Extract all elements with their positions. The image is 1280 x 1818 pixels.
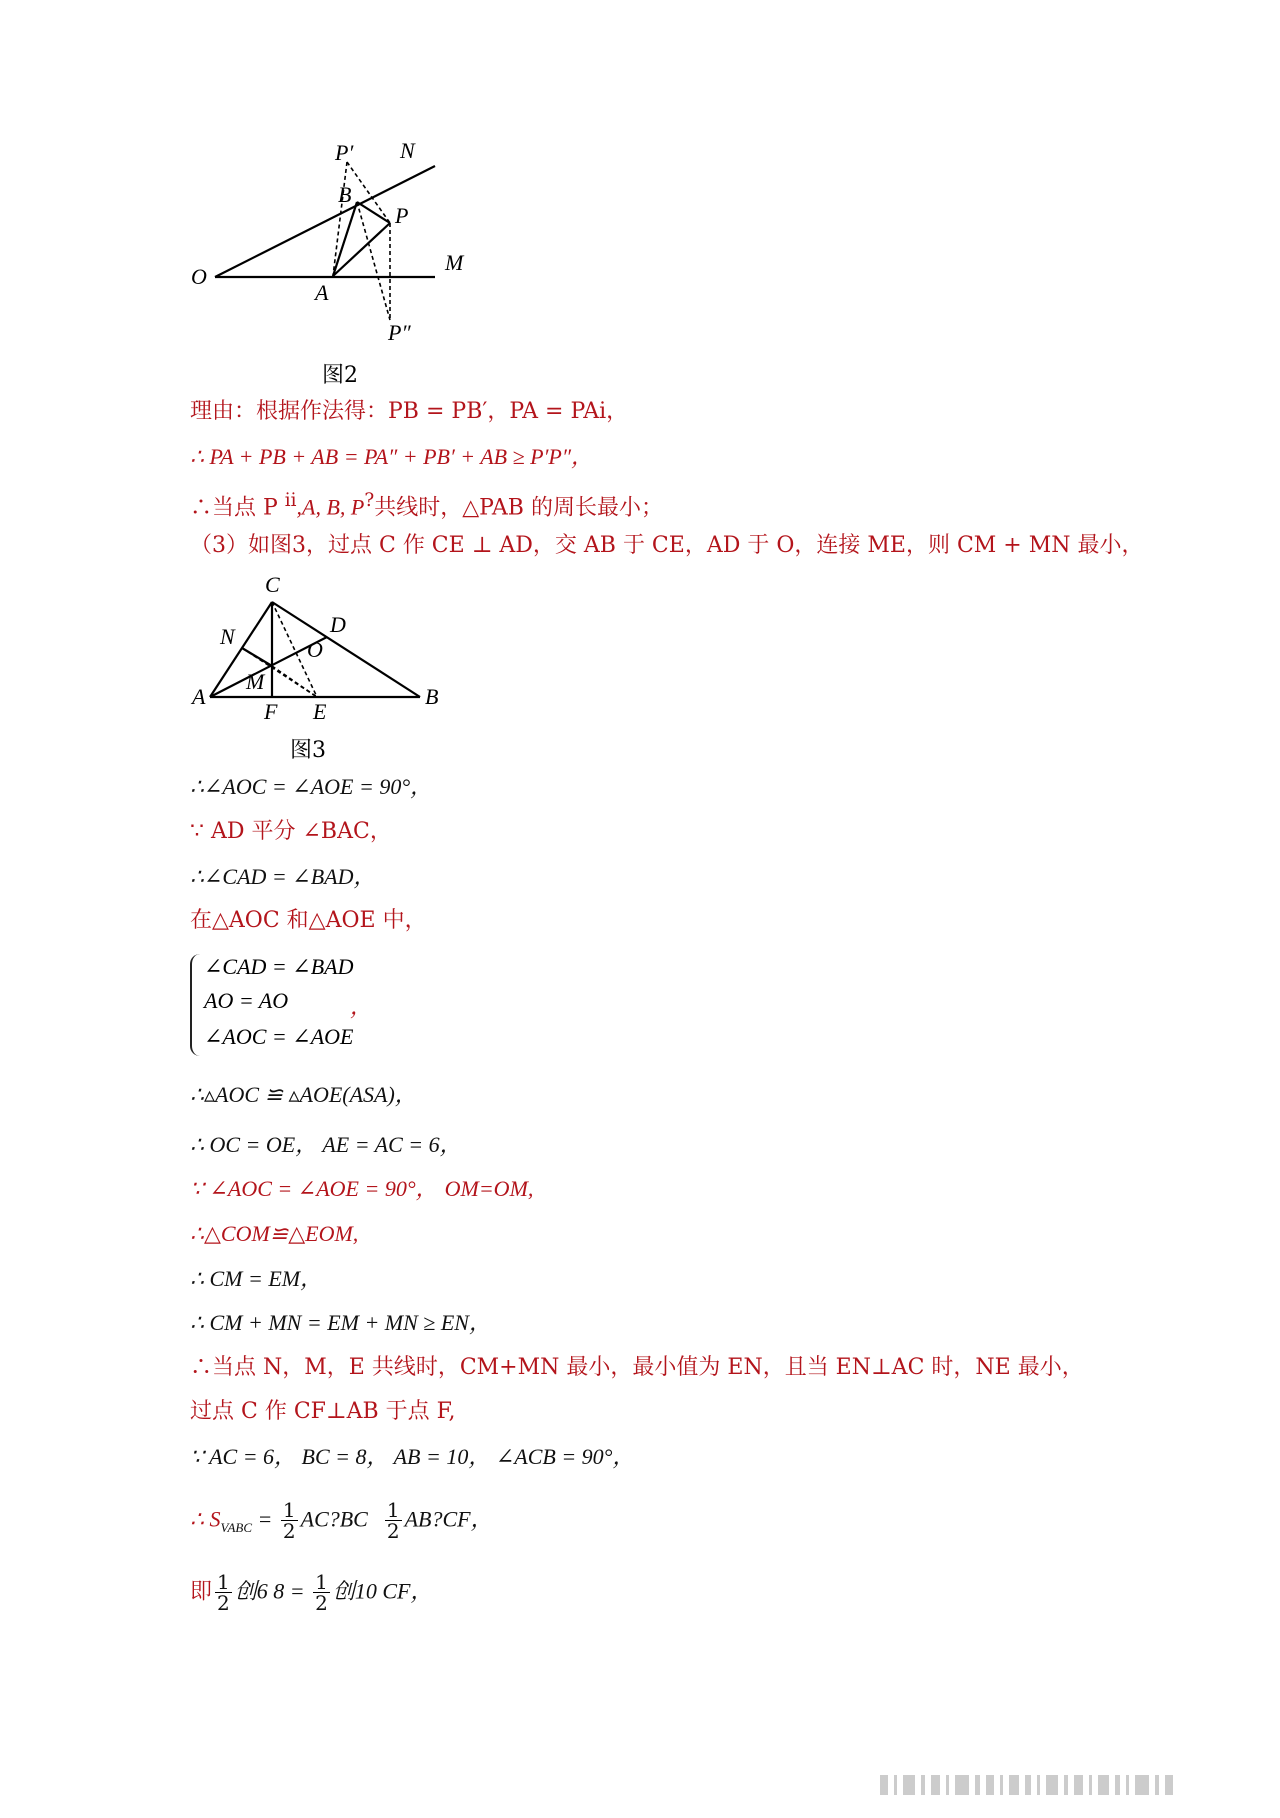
collinear-q: ? <box>364 490 375 511</box>
proof-line-2-text: ∵ AD 平分 ∠BAC， <box>190 819 392 844</box>
proof-line-13: ∵ AC = 6， BC = 8， AB = 10， ∠ACB = 90°， <box>190 1444 635 1469</box>
area-sub: VABC <box>220 1519 253 1535</box>
area-abcf: AB?CF， <box>404 1506 493 1532</box>
figure-3 <box>190 572 450 722</box>
label-b-3: B <box>425 684 439 709</box>
label-p: P <box>395 203 409 228</box>
fraction-half-4: $\frac{1}{2}$ <box>315 1570 328 1615</box>
area-acbc: AC?BC <box>300 1506 368 1532</box>
proof-line-2 <box>190 818 392 846</box>
proof-line-5: ∴▵AOC ≌ ▵AOE(ASA)， <box>190 1082 417 1107</box>
part3-text: （3）如图3，过点 C 作 CE ⊥ AD，交 AB 于 CE，AD 于 O，连接 ME，则 CM + MN 最小， <box>190 533 1144 558</box>
proof-line-6: ∴ OC = OE， AE = AC = 6， <box>190 1132 462 1157</box>
proof-line-9: ∴ CM = EM， <box>190 1266 323 1291</box>
collinear-a: ∴当点 P <box>190 495 285 521</box>
label-p-prime: P′ <box>335 140 354 165</box>
dashed-me <box>272 666 317 697</box>
label-p-double: P″ <box>388 320 411 345</box>
label-o: O <box>191 264 207 289</box>
proof-line-4: 在△AOC 和△AOE 中， <box>190 908 427 933</box>
system-row-2: AO = AO <box>204 988 289 1013</box>
proof-line-3: ∴∠CAD = ∠BAD， <box>190 864 376 889</box>
watermark-barcode <box>880 1775 1255 1797</box>
figure-3-caption: 图3 <box>290 738 326 763</box>
figure-2 <box>185 140 485 350</box>
proof-line-11: ∴当点 N，M，E 共线时，CM+MN 最小，最小值为 EN，且当 EN⊥AC 时，NE 最小， <box>190 1355 1084 1380</box>
reason-text: 理由：根据作法得：PB = PB′，PA = PA <box>190 399 600 424</box>
label-n: N <box>400 140 415 163</box>
sum-text: ∴ PA + PB + AB = PA″ + PB′ + AB ≥ P′P″， <box>190 444 594 469</box>
reason-line <box>190 398 628 426</box>
system-row-1: ∠CAD = ∠BAD <box>204 954 354 979</box>
area-line <box>190 1500 493 1542</box>
label-a: A <box>315 280 329 305</box>
proof-line-7 <box>190 1175 533 1204</box>
figure-2-diagram <box>185 140 485 350</box>
label-m-3: M <box>246 669 265 694</box>
sum-line <box>190 443 593 472</box>
figure-2-caption: 图2 <box>322 363 358 388</box>
reason-tail: ⅰ， <box>599 399 629 424</box>
system-comma: ， <box>350 994 373 1019</box>
collinear-line <box>190 487 663 522</box>
area-eq: = <box>252 1506 278 1532</box>
fraction-half-1: $\frac{1}{2}$ <box>282 1498 296 1543</box>
label-m: M <box>445 250 464 275</box>
figure-3-diagram <box>190 572 450 722</box>
part3-line <box>190 532 1144 560</box>
collinear-end: 共线时，△PAB 的周长最小； <box>374 495 663 521</box>
label-f: F <box>264 699 278 722</box>
area-prefix: ∴ S <box>190 1506 221 1532</box>
proof-line-7a: ∵ ∠AOC = ∠AOE = 90°， <box>190 1176 438 1201</box>
system-row-3: ∠AOC = ∠AOE <box>204 1024 354 1049</box>
namely-mid: 创6 8 = <box>234 1578 311 1604</box>
label-n-3: N <box>220 624 235 649</box>
namely-line <box>190 1572 432 1613</box>
fraction-half-3: $\frac{1}{2}$ <box>217 1570 230 1615</box>
proof-line-7b: OM=OM, <box>444 1176 534 1201</box>
segment-bp <box>357 202 390 223</box>
label-e: E <box>313 699 327 722</box>
label-d: D <box>330 612 346 637</box>
label-a-3: A <box>192 684 206 709</box>
left-brace <box>190 954 202 1056</box>
namely-prefix: 即 <box>190 1579 213 1605</box>
namely-end: 创10 CF， <box>332 1578 433 1604</box>
proof-line-1: ∴∠AOC = ∠AOE = 90°， <box>190 774 433 799</box>
collinear-b: ,A, B, P <box>296 494 365 520</box>
label-b: B <box>338 182 352 207</box>
equation-system <box>190 952 490 1062</box>
label-o-3: O <box>307 637 323 662</box>
proof-line-10: ∴ CM + MN = EM + MN ≥ EN， <box>190 1310 491 1335</box>
dashed-pprime-a <box>333 162 347 276</box>
proof-line-8: ∴△COM≌△EOM, <box>190 1221 359 1246</box>
label-c: C <box>265 572 280 597</box>
proof-line-12: 过点 C 作 CF⊥AB 于点 F, <box>190 1399 456 1424</box>
collinear-mid: ⅱ <box>284 490 297 511</box>
fraction-half-2: $\frac{1}{2}$ <box>386 1498 400 1543</box>
